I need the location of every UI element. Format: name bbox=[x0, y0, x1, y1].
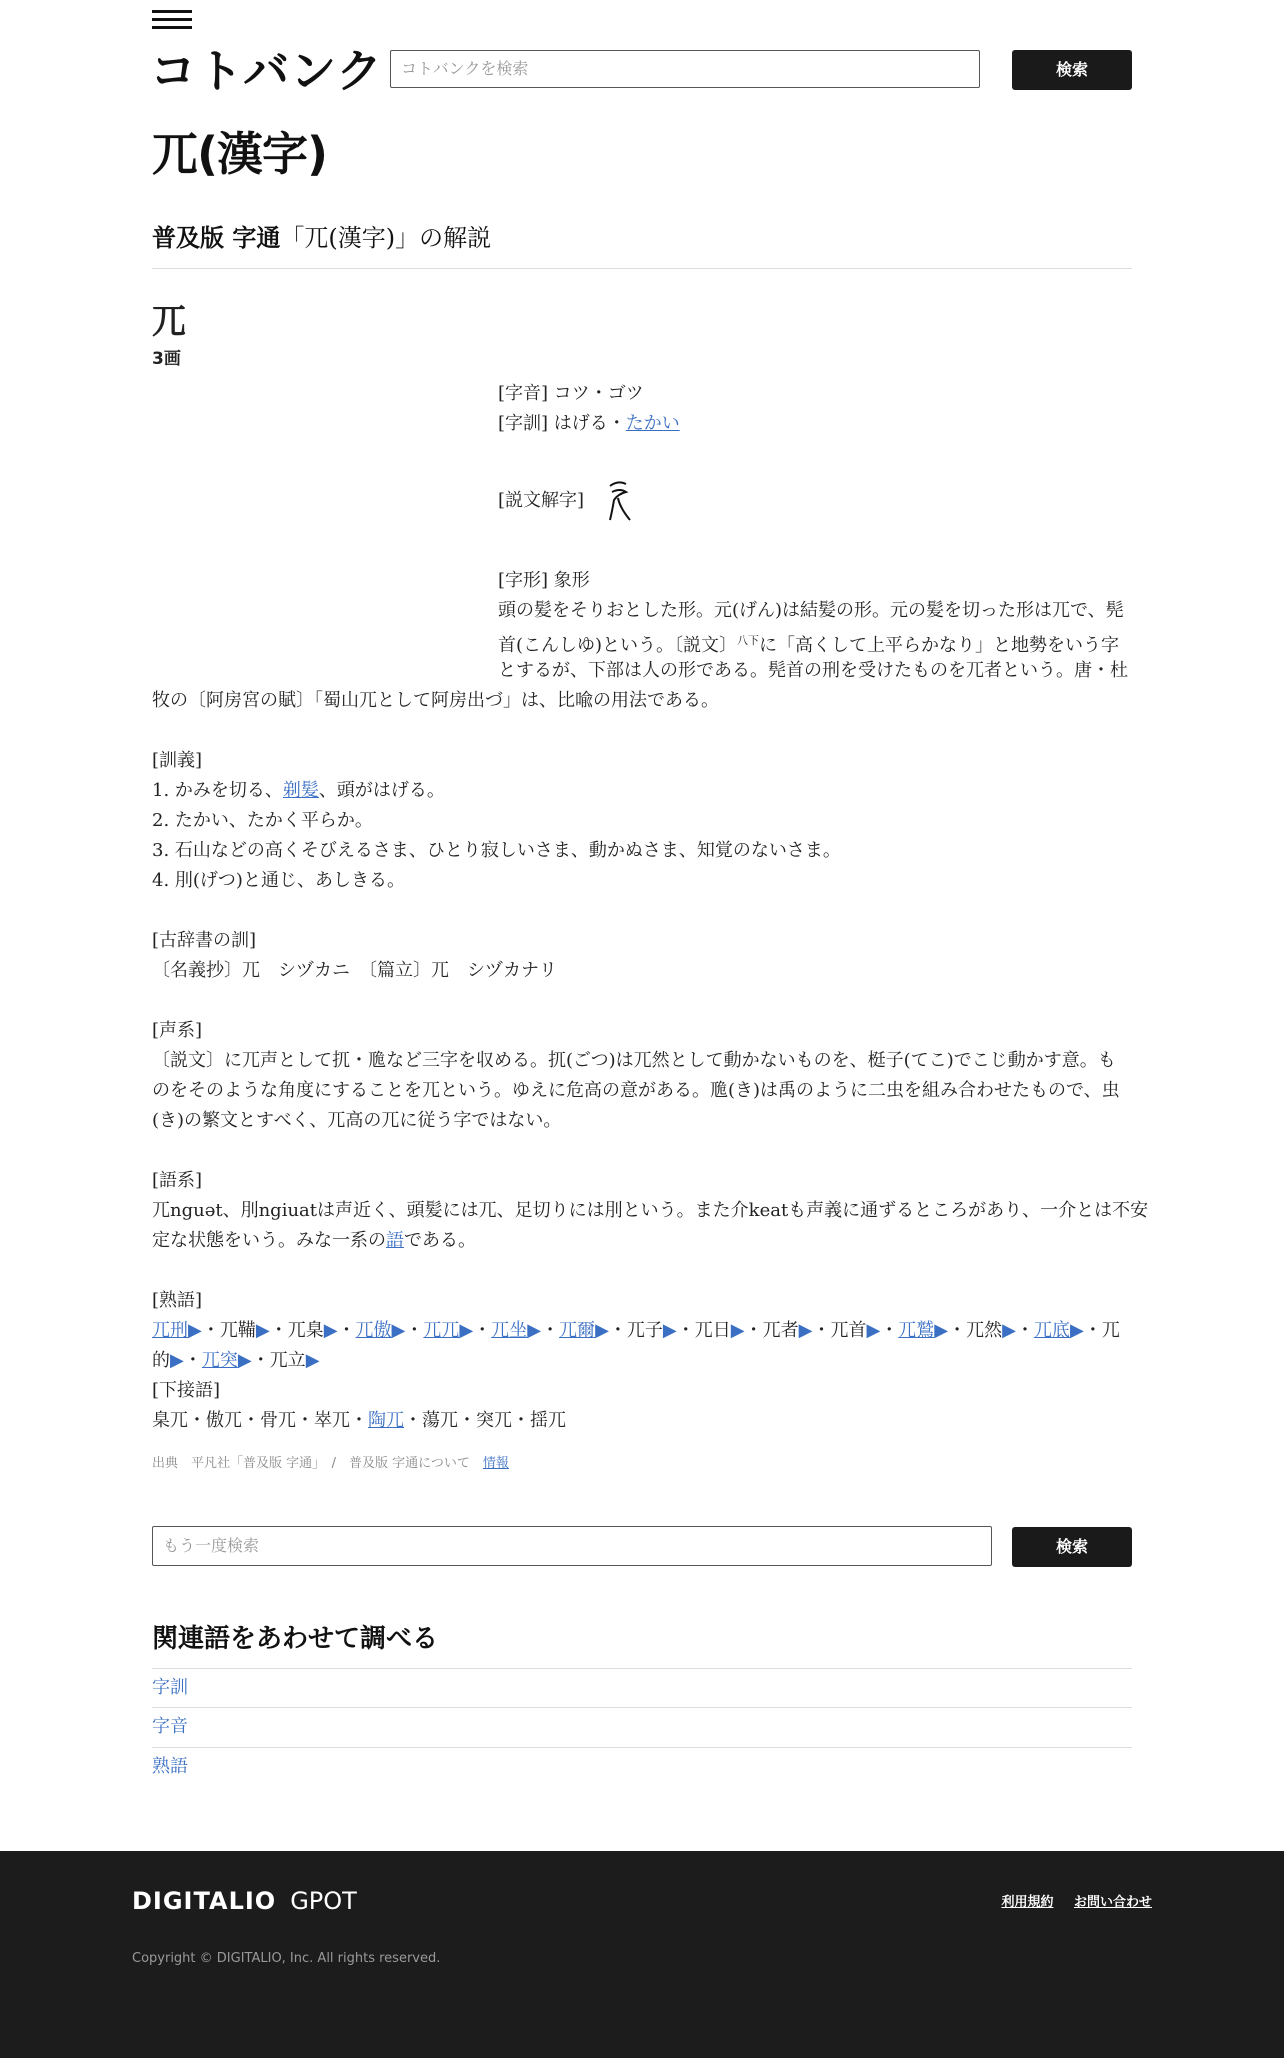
kasetsu-word: 骨兀 bbox=[260, 1410, 296, 1431]
separator: ・ bbox=[473, 1320, 492, 1341]
seal-script-glyph bbox=[604, 478, 634, 524]
jukugo-word[interactable]: 兀底 bbox=[1033, 1320, 1070, 1341]
separator: ・ bbox=[269, 1320, 288, 1341]
related-item[interactable]: 字音 bbox=[152, 1707, 1132, 1746]
play-arrow-icon[interactable]: ▶ bbox=[170, 1350, 184, 1371]
kasetsu-word: 揺兀 bbox=[530, 1410, 566, 1431]
source-citation: 出典 平凡社「普及版 字通」 / 普及版 字通について 情報 bbox=[152, 1456, 509, 1471]
play-arrow-icon[interactable]: ▶ bbox=[662, 1320, 677, 1341]
play-arrow-icon[interactable]: ▶ bbox=[866, 1320, 881, 1341]
play-arrow-icon[interactable]: ▶ bbox=[188, 1320, 202, 1341]
contact-link[interactable]: お問い合わせ bbox=[1073, 1895, 1152, 1910]
play-arrow-icon[interactable]: ▶ bbox=[323, 1320, 338, 1341]
separator: ・ bbox=[812, 1320, 831, 1341]
terms-link[interactable]: 利用規約 bbox=[1001, 1895, 1054, 1910]
kojisho-text: 〔名義抄〕兀 シヅカニ 〔篇立〕兀 シヅカナリ bbox=[152, 960, 557, 981]
jikei-label: [字形] 象形 bbox=[498, 570, 590, 591]
jukugo-word[interactable]: 兀鷲 bbox=[898, 1320, 935, 1341]
footer-links bbox=[985, 1891, 1152, 1910]
search-again-button[interactable]: 検索 bbox=[1012, 1527, 1132, 1567]
jukugo-word: 兀然 bbox=[966, 1320, 1003, 1341]
page-title: 兀(漢字) bbox=[152, 127, 328, 181]
kun-reading: [字訓] はげる・たかい bbox=[498, 413, 680, 434]
kungi-item-3: 3. 石山などの高くそびえるさま、ひとり寂しいさま、動かぬさま、知覚のないさま。 bbox=[152, 840, 841, 861]
separator: ・ bbox=[608, 1320, 627, 1341]
separator: ・ bbox=[251, 1350, 270, 1371]
kasetsu-word: 崒兀 bbox=[314, 1410, 350, 1431]
seikei-text-3: (き)の繁文とすべく、兀高の兀に従う字ではない。 bbox=[152, 1110, 562, 1131]
jukugo-word: 兀者 bbox=[762, 1320, 799, 1341]
footer bbox=[0, 1851, 1284, 2058]
separator: ・ bbox=[188, 1410, 206, 1431]
kasetsu-list bbox=[152, 1406, 1132, 1436]
jikei-text-1: 頭の髪をそりおとした形。元(げん)は結髪の形。元の髪を切った形は兀で、髡 bbox=[498, 600, 1124, 621]
separator: ・ bbox=[1083, 1320, 1102, 1341]
separator: ・ bbox=[296, 1410, 314, 1431]
gokei-text-1: 兀nguət、刖ngiuatは声近く、頭髪には兀、足切りには刖という。また介keatも声義に通ずるところがあり、一介とは不安 bbox=[152, 1200, 1149, 1221]
dictionary-heading bbox=[152, 220, 491, 256]
stroke-count: 3画 bbox=[152, 349, 181, 369]
related-item[interactable]: 熟語 bbox=[152, 1747, 1132, 1786]
separator: ・ bbox=[337, 1320, 356, 1341]
play-arrow-icon[interactable]: ▶ bbox=[934, 1320, 949, 1341]
dictionary-name: 普及版 字通 bbox=[152, 224, 281, 252]
on-reading: [字音] コツ・ゴツ bbox=[498, 383, 644, 404]
separator: ・ bbox=[744, 1320, 763, 1341]
play-arrow-icon[interactable]: ▶ bbox=[798, 1320, 813, 1341]
separator: ・ bbox=[183, 1350, 202, 1371]
separator: ・ bbox=[948, 1320, 967, 1341]
play-arrow-icon[interactable]: ▶ bbox=[305, 1350, 320, 1371]
separator: ・ bbox=[1015, 1320, 1034, 1341]
separator: ・ bbox=[404, 1410, 422, 1431]
kasetsu-word: 傲兀 bbox=[206, 1410, 242, 1431]
kasetsu-word[interactable]: 陶兀 bbox=[368, 1410, 404, 1431]
seikei-text-1: 〔説文〕に兀声として扤・卼など三字を収める。扤(ごつ)は兀然として動かないものを、梃子(てこ)でこじ動かす意。も bbox=[152, 1050, 1116, 1071]
separator: ・ bbox=[541, 1320, 560, 1341]
jikei-text-4: 牧の〔阿房宮の賦〕「蜀山兀として阿房出づ」は、比喩の用法である。 bbox=[152, 690, 719, 711]
separator: ・ bbox=[201, 1320, 220, 1341]
play-arrow-icon[interactable]: ▶ bbox=[730, 1320, 745, 1341]
jikei-text-3: とするが、下部は人の形である。髡首の刑を受けたものを兀者という。唐・杜 bbox=[498, 660, 1128, 681]
jukugo-word[interactable]: 兀刑 bbox=[152, 1320, 188, 1341]
separator: ・ bbox=[405, 1320, 424, 1341]
menu-icon[interactable] bbox=[152, 10, 192, 32]
divider bbox=[152, 268, 1132, 269]
jukugo-word[interactable]: 兀突 bbox=[201, 1350, 238, 1371]
teihatsu-link[interactable]: 剃髪 bbox=[282, 780, 319, 801]
play-arrow-icon[interactable]: ▶ bbox=[237, 1350, 252, 1371]
kasetsu-word: 臬兀 bbox=[152, 1410, 188, 1431]
play-arrow-icon[interactable]: ▶ bbox=[1069, 1320, 1084, 1341]
play-arrow-icon[interactable]: ▶ bbox=[459, 1320, 474, 1341]
play-arrow-icon[interactable]: ▶ bbox=[391, 1320, 406, 1341]
jukugo-word: 兀立 bbox=[269, 1350, 306, 1371]
separator: ・ bbox=[512, 1410, 530, 1431]
jukugo-word: 兀子 bbox=[626, 1320, 663, 1341]
play-arrow-icon[interactable]: ▶ bbox=[1002, 1320, 1016, 1341]
gokei-heading: [語系] bbox=[152, 1170, 203, 1191]
kungi-item-4: 4. 刖(げつ)と通じ、あしきる。 bbox=[152, 870, 405, 891]
jukugo-word[interactable]: 兀兀 bbox=[423, 1320, 460, 1341]
source-info-link[interactable]: 情報 bbox=[482, 1456, 509, 1471]
kasetsu-word: 蕩兀 bbox=[422, 1410, 458, 1431]
jukugo-word: 兀日 bbox=[694, 1320, 731, 1341]
separator: ・ bbox=[350, 1410, 368, 1431]
jukugo-word: 兀的 bbox=[152, 1320, 1120, 1371]
play-arrow-icon[interactable]: ▶ bbox=[255, 1320, 270, 1341]
separator: ・ bbox=[242, 1410, 260, 1431]
kungi-heading: [訓義] bbox=[152, 750, 203, 771]
play-arrow-icon[interactable]: ▶ bbox=[595, 1320, 609, 1341]
setsumon-label: [説文解字] bbox=[498, 490, 585, 511]
seikei-text-2: のをそのような角度にすることを兀という。ゆえに危高の意がある。卼(き)は禹のように二虫を組み合わせたもので、虫 bbox=[152, 1080, 1120, 1101]
footer-brand[interactable]: DIGITALIO GPOT bbox=[132, 1887, 357, 1915]
kasetsu-heading: [下接語] bbox=[152, 1380, 221, 1401]
go-link[interactable]: 語 bbox=[386, 1230, 404, 1251]
kungi-item-1: 1. かみを切る、剃髪、頭がはげる。 bbox=[152, 780, 445, 801]
separator: ・ bbox=[458, 1410, 476, 1431]
search-input[interactable]: コトバンクを検索 bbox=[390, 50, 980, 88]
jikei-text-2: 首(こんしゆ)という。〔説文〕$^{八下}$に「高くして上平らかなり」と地勢をいう字 bbox=[498, 634, 1120, 656]
gokei-text-2: 定な状態をいう。みな一系の語である。 bbox=[152, 1230, 476, 1251]
jukugo-word[interactable]: 兀傲 bbox=[355, 1320, 392, 1341]
kungi-item-2: 2. たかい、たかく平らか。 bbox=[152, 810, 373, 831]
related-heading: 関連語をあわせて調べる bbox=[152, 1624, 439, 1654]
kojisho-heading: [古辞書の訓] bbox=[152, 930, 257, 951]
copyright: Copyright © DIGITALIO, Inc. All rights reserved. bbox=[132, 1951, 441, 1966]
site-logo[interactable]: コトバンク bbox=[150, 44, 384, 98]
search-again-input[interactable]: もう一度検索 bbox=[152, 1526, 992, 1566]
separator: ・ bbox=[676, 1320, 695, 1341]
play-arrow-icon[interactable]: ▶ bbox=[527, 1320, 542, 1341]
jukugo-list bbox=[152, 1316, 1132, 1376]
related-item[interactable]: 字訓 bbox=[152, 1668, 1132, 1707]
jukugo-word[interactable]: 兀坐 bbox=[491, 1320, 528, 1341]
jukugo-word: 兀首 bbox=[830, 1320, 867, 1341]
kanji-character: 兀 bbox=[152, 302, 186, 342]
kasetsu-word: 突兀 bbox=[476, 1410, 512, 1431]
kun-link[interactable]: たかい bbox=[625, 413, 680, 434]
seikei-heading: [声系] bbox=[152, 1020, 203, 1041]
jukugo-word[interactable]: 兀爾 bbox=[559, 1320, 596, 1341]
search-button[interactable]: 検索 bbox=[1012, 50, 1132, 90]
jukugo-word: 兀鞴 bbox=[219, 1320, 256, 1341]
jukugo-word: 兀臬 bbox=[287, 1320, 324, 1341]
jukugo-heading: [熟語] bbox=[152, 1290, 203, 1311]
separator: ・ bbox=[880, 1320, 899, 1341]
dictionary-heading-suffix: 「兀(漢字)」の解説 bbox=[280, 224, 492, 252]
